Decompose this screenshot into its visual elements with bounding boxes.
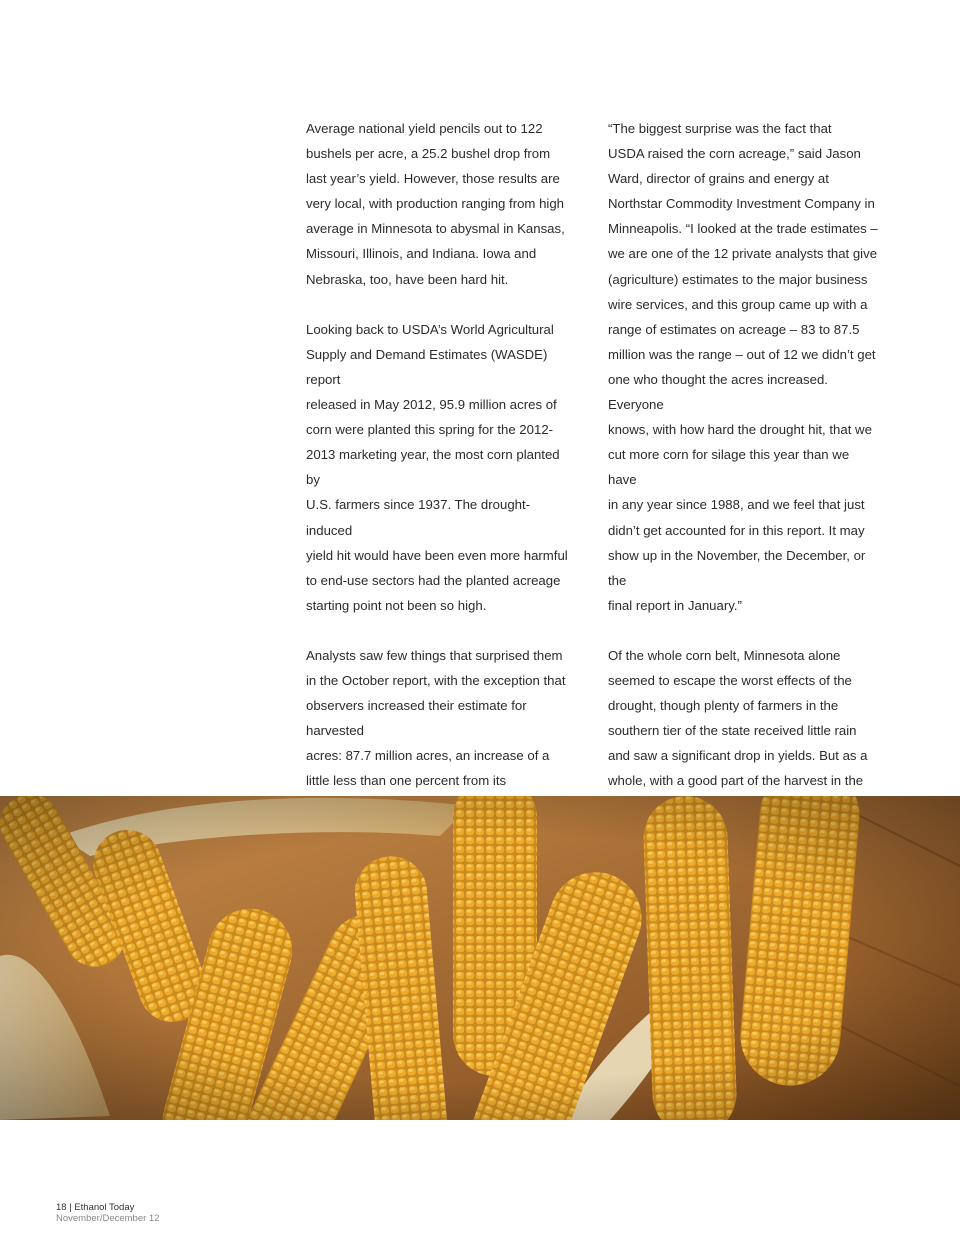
page-footer	[56, 1202, 160, 1224]
paragraph: Looking back to USDA’s World Agricultural Supply and Demand Estimates (WASDE) report released in May 2012, 95.9 million acres of corn were planted this spring for the 2012- 2013 marketing year, the most corn planted by U.S. farmers since 1937. The drought-induced yield hit would have been even more harmful to end-use sectors had the planted acreage starting point not been so high.	[306, 321, 568, 613]
paragraph: Average national yield pencils out to 122 bushels per acre, a 25.2 bushel drop from last year’s yield. However, those results are very local, with production ranging from high average in Minnesota to abysmal in Kansas, Missouri, Illinois, and Indiana. Iowa and Nebraska, too, have been hard hit.	[306, 121, 565, 287]
article-column-right	[608, 116, 878, 794]
article-column-left	[306, 116, 576, 819]
paragraph: “The biggest surprise was the fact that USDA raised the corn acreage,” said Jason Ward, director of grains and energy at Northstar Commodity Investment Company in Minneapolis. “I looked at the trade estimates – we are one of the 12 private analysts that give (agriculture) estimates to the major business wire services, and this group came up with a range of estimates on acreage – 83 to 87.5 million was the range – out of 12 we didn’t get one who thought the acres increased. Everyone knows, with how hard the drought hit, that we cut more corn for silage this year than we have in any year since 1988, and we feel that just didn’t get accounted for in this report. It may show up in the November, the December, or the final report in January.”	[608, 121, 878, 613]
corn-photo	[0, 796, 960, 1120]
issue-date: November/December 12	[56, 1213, 160, 1224]
page-number-label: 18 | Ethanol Today	[56, 1202, 135, 1213]
paragraph: Analysts saw few things that surprised them in the October report, with the exception that observers increased their estimate for harvested acres: 87.7 million acres, an increase of a little less than one percent from its	[306, 647, 566, 789]
paragraph: Of the whole corn belt, Minnesota alone seemed to escape the worst effects of the drought, though plenty of farmers in the southern tier of the state received little rain and saw a significant drop in yields. But as a whole, with a good part of the harvest in the	[608, 647, 868, 789]
